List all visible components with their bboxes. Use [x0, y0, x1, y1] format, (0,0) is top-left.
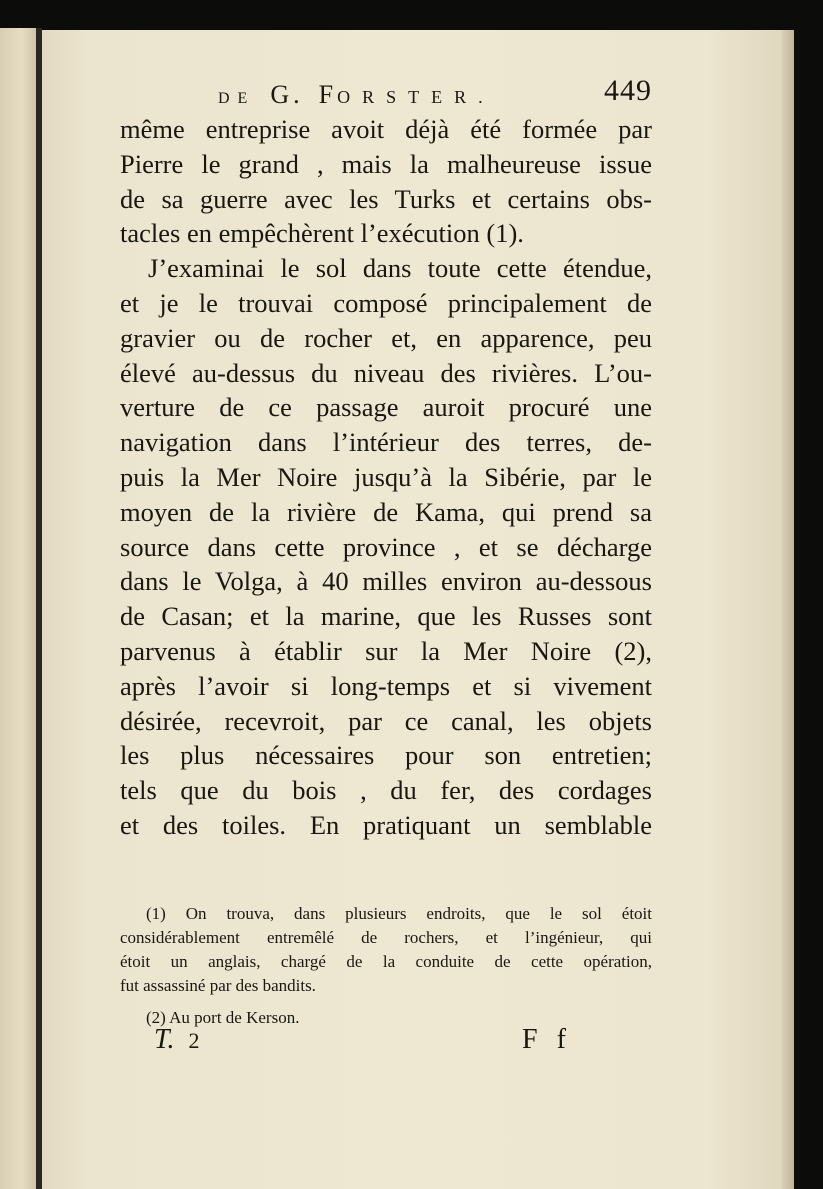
page-number: 449 [604, 74, 652, 107]
footnote-2: (2) Au port de Kerson. [146, 1008, 300, 1027]
gathering-signature: F f [522, 1024, 572, 1055]
text-line: désirée, recevroit, par ce canal, les objets [120, 705, 652, 736]
body-text [120, 112, 652, 843]
text-line: même entreprise avoit déjà été formée par [120, 114, 652, 144]
running-head-initial-g: G. [270, 80, 304, 109]
text-line: source dans cette province , et se décharge [120, 531, 652, 562]
running-title [218, 80, 495, 110]
running-head-initial-f: F [318, 80, 338, 109]
text-line: et des toiles. En pratiquant un semblable [120, 809, 652, 840]
footnotes [120, 902, 652, 1030]
footnote-gap [120, 998, 652, 1006]
volume-signature [154, 1024, 200, 1056]
footnote-1-line: (1) On trouva, dans plusieurs endroits, que le sol étoit [146, 904, 652, 923]
text-line: de Casan; et la marine, que les Russes sont [120, 601, 652, 632]
text-line: navigation dans l’intérieur des terres, de- [120, 427, 652, 458]
text-line: tels que du bois , du fer, des cordages [120, 775, 652, 806]
text-line: moyen de la rivière de Kama, qui prend sa [120, 496, 652, 527]
text-line: et je le trouvai composé principalement de [120, 287, 652, 318]
text-line: J’examinai le sol dans toute cette étendue, [148, 253, 652, 284]
book-page [42, 30, 782, 1189]
text-line: après l’avoir si long-temps et si vivement [120, 670, 652, 701]
footnote-1-line: fut assassiné par des bandits. [120, 976, 316, 995]
text-line: les plus nécessaires pour son entretien; [120, 740, 652, 771]
page-fore-edge [782, 30, 794, 1189]
text-line: élevé au-dessus du niveau des rivières. L’ou- [120, 357, 652, 388]
volume-label: T. [154, 1024, 175, 1055]
text-line: puis la Mer Noire jusqu’à la Sibérie, par le [120, 461, 652, 492]
text-line: gravier ou de rocher et, en apparence, peu [120, 322, 652, 353]
text-line: tacles en empêchèrent l’exécution (1). [120, 218, 524, 249]
text-line: dans le Volga, à 40 milles environ au-dessous [120, 566, 652, 597]
text-line: parvenus à établir sur la Mer Noire (2), [120, 635, 652, 666]
footnote-1-line: étoit un anglais, chargé de la conduite de cette opération, [120, 952, 652, 971]
text-line: Pierre le grand , mais la malheureuse issue [120, 148, 652, 179]
previous-page-edge [0, 28, 36, 1189]
running-head-surname: ORSTER. [337, 87, 495, 107]
running-head-de: DE [218, 90, 256, 107]
footnote-1-line: considérablement entremêlé de rochers, et l’ingénieur, qui [120, 928, 652, 947]
text-line: de sa guerre avec les Turks et certains obs- [120, 183, 652, 214]
text-line: verture de ce passage auroit procuré une [120, 392, 652, 423]
volume-number: 2 [188, 1028, 200, 1053]
